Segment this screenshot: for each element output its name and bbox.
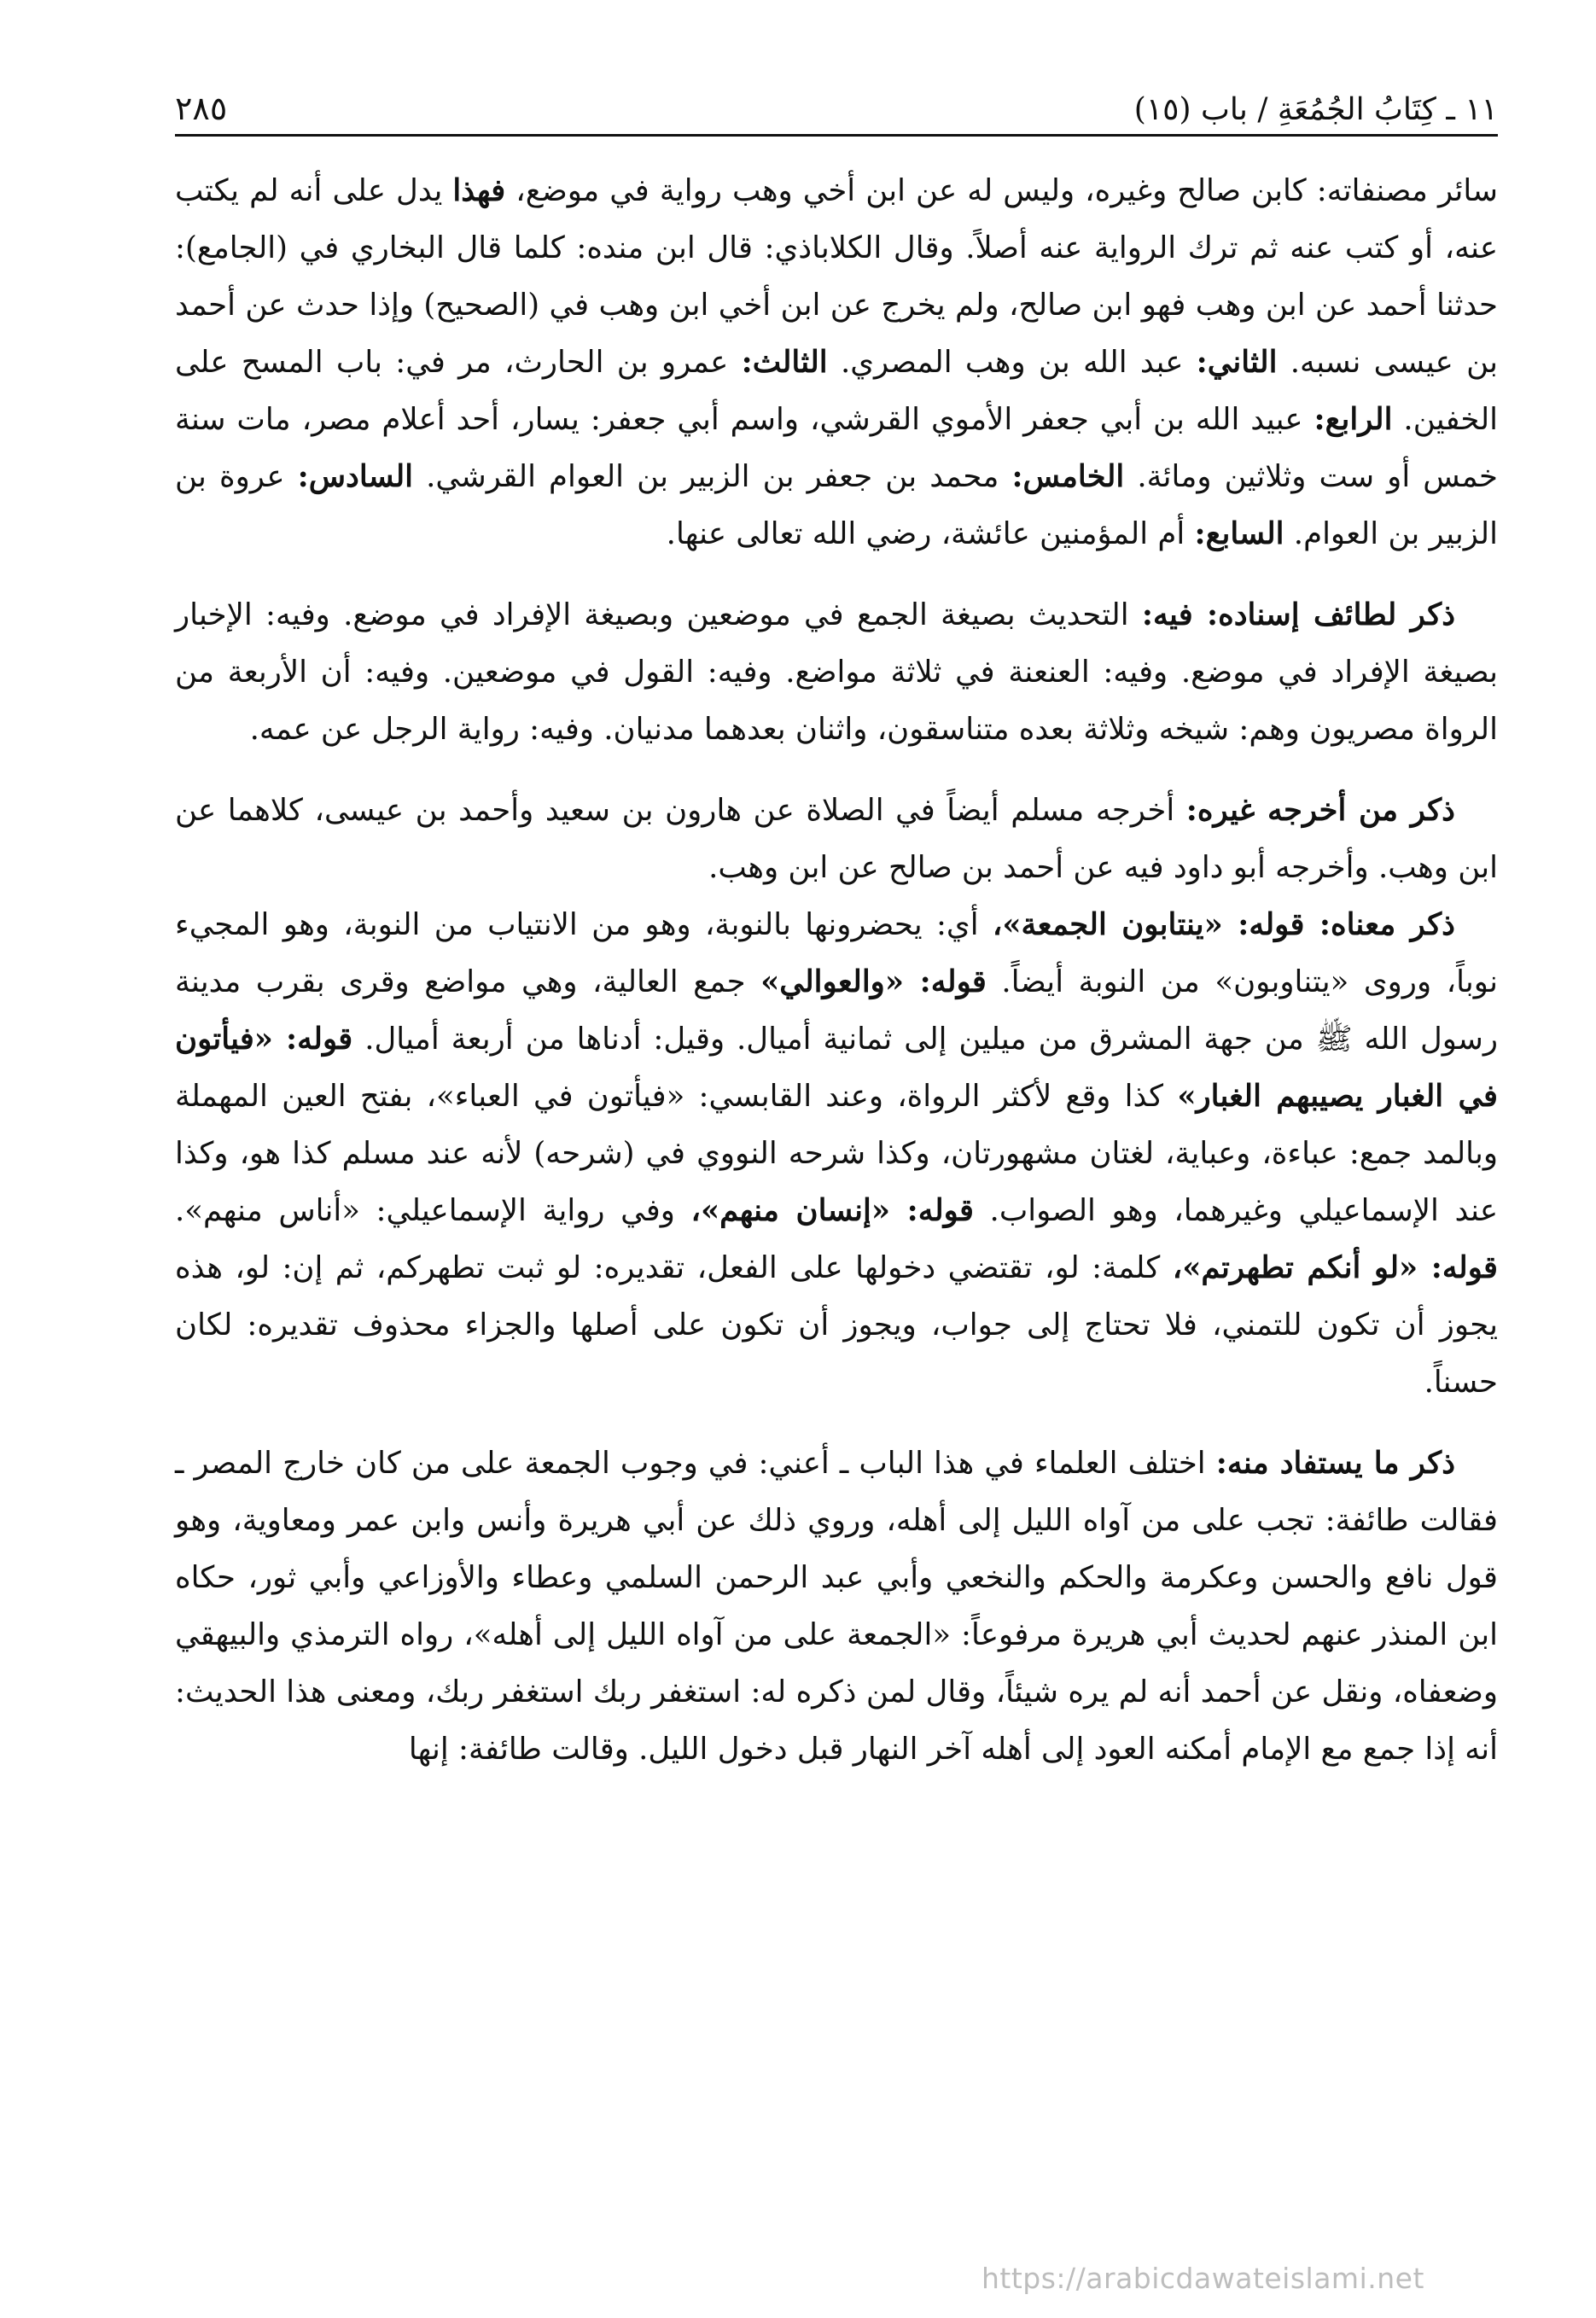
body-text-segment: عبيد الله بن أبي جعفر الأموي القرشي، واسم أبي جعفر: يسار، أحد أعلام مصر، مات سنة خمس أو ست وثلاثين ومائة. [175, 402, 1498, 494]
bold-heading-text: ذكر من أخرجه غيره: [1185, 793, 1455, 828]
rulings-paragraph [175, 1435, 1498, 1778]
bold-heading-text: ذكر لطائف إسناده: فيه: [1141, 597, 1456, 632]
bold-heading-text: ذكر ما يستفاد منه: [1215, 1446, 1455, 1481]
body-text-segment: يدل على أنه لم يكتب عنه، أو كتب عنه ثم ترك الرواية عنه أصلاً. وقال الكلاباذي: قال ابن منده: كلما قال البخاري في (الجامع): حدثنا أحمد عن ابن وهب فهو ابن صالح، ولم يخرج عن ابن أخي ابن وهب في (الصحيح) وإذا حدث عن أحمد بن عيسى نسبه. [175, 173, 1498, 380]
body-text-segment: وفي رواية الإسماعيلي: «أناس منهم». [175, 1193, 691, 1228]
bold-heading-text: السادس: [297, 459, 414, 494]
other-narrators-paragraph [175, 782, 1498, 896]
body-text-segment: عروة بن الزبير بن العوام. [175, 459, 1498, 551]
meaning-paragraph [175, 896, 1498, 1411]
bold-heading-text: قوله: «فيأتون في الغبار يصيبهم الغبار» [175, 1022, 1499, 1114]
page-header [175, 82, 1498, 137]
bold-heading-text: الرابع: [1313, 402, 1393, 437]
body-text-segment: أي: يحضرونها بالنوبة، وهو من الانتياب من النوبة، وهو المجيء نوباً، وروى «يتناوبون» من النوبة أيضاً. [175, 907, 1499, 999]
body-text-segment: كلمة: لو، تقتضي دخولها على الفعل، تقديره: لو ثبت تطهركم، ثم إن: لو، هذه يجوز أن تكون للتمني، فلا تحتاج إلى جواب، ويجوز أن تكون على أصلها والجزاء محذوف تقديره: لكان حسناً. [175, 1250, 1498, 1400]
bold-heading-text: الثالث: [741, 345, 828, 380]
narrators-paragraph [175, 162, 1498, 562]
bold-heading-text: ذكر معناه: قوله: «ينتابون الجمعة»، [992, 907, 1455, 942]
body-text-segment: محمد بن جعفر بن الزبير بن العوام القرشي. [413, 459, 1012, 494]
main-text [175, 162, 1498, 1778]
body-text-segment: أخرجه مسلم أيضاً في الصلاة عن هارون بن سعيد وأحمد بن عيسى، كلاهما عن ابن وهب. وأخرجه أبو داود فيه عن أحمد بن صالح عن ابن وهب. [175, 793, 1498, 885]
body-text-segment: كذا وقع لأكثر الرواة، وعند القابسي: «فيأتون في العباء»، بفتح العين المهملة وبالمد جمع: عباءة، وعباية، لغتان مشهورتان، وكذا شرحه النووي في (شرحه) لأنه عند مسلم كذا هو، وكذا عند الإسماعيلي وغيرهما، وهو الصواب. [175, 1079, 1498, 1228]
bold-heading-text: قوله: «لو أنكم تطهرتم»، [1172, 1250, 1499, 1285]
page-number: ٢٨٥ [175, 90, 228, 127]
bold-heading-text: السابع: [1194, 516, 1284, 551]
bold-heading-text: الخامس: [1011, 459, 1125, 494]
body-text-segment: سائر مصنفاته: كابن صالح وغيره، وليس له عن ابن أخي وهب رواية في موضع، [505, 173, 1498, 208]
bold-heading-text: الثاني: [1196, 345, 1278, 380]
isnad-subtleties-paragraph [175, 586, 1498, 758]
body-text-segment: عبد الله بن وهب المصري. [827, 345, 1197, 380]
bold-heading-text: فهذا [452, 173, 506, 208]
body-text-segment: اختلف العلماء في هذا الباب ـ أعني: في وجوب الجمعة على من كان خارج المصر ـ فقالت طائفة: تجب على من آواه الليل إلى أهله، وروي ذلك عن أبي هريرة وأنس وابن عمر ومعاوية، وهو قول نافع والحسن وعكرمة والحكم والنخعي وأبي عبد الرحمن السلمي وعطاء والأوزاعي وأبي ثور، حكاه ابن المنذر عنهم لحديث أبي هريرة مرفوعاً: «الجمعة على من آواه الليل إلى أهله»، رواه الترمذي والبيهقي وضعفاه، ونقل عن أحمد أنه لم يره شيئاً، وقال لمن ذكره له: استغفر ربك استغفر ربك، ومعنى هذا الحديث: أنه إذا جمع مع الإمام أمكنه العود إلى أهله آخر النهار قبل دخول الليل. وقالت طائفة: إنها [175, 1446, 1498, 1767]
body-text-segment: أم المؤمنين عائشة، رضي الله تعالى عنها. [666, 516, 1195, 551]
website-watermark: https://arabicdawateislami.net [981, 2262, 1424, 2295]
bold-heading-text: قوله: «والعوالي» [760, 964, 987, 999]
running-title: ١١ ـ كِتَابُ الجُمُعَةِ / باب (١٥) [1133, 92, 1498, 127]
body-text-segment: جمع العالية، وهي مواضع وقرى بقرب مدينة رسول الله ﷺ من جهة المشرق من ميلين إلى ثمانية أميال. وقيل: أدناها من أربعة أميال. [175, 964, 1498, 1057]
bold-heading-text: قوله: «إنسان منهم»، [690, 1193, 974, 1228]
body-text-segment: التحديث بصيغة الجمع في موضعين وبصيغة الإفراد في موضع. وفيه: الإخبار بصيغة الإفراد في موضع. وفيه: العنعنة في ثلاثة مواضع. وفيه: القول في موضعين. وفيه: أن الأربعة من الرواة مصريون وهم: شيخه وثلاثة بعده متناسقون، واثنان بعدهما مدنيان. وفيه: رواية الرجل عن عمه. [175, 597, 1498, 747]
body-text-segment: عمرو بن الحارث، مر في: باب المسح على الخفين. [175, 345, 1499, 437]
